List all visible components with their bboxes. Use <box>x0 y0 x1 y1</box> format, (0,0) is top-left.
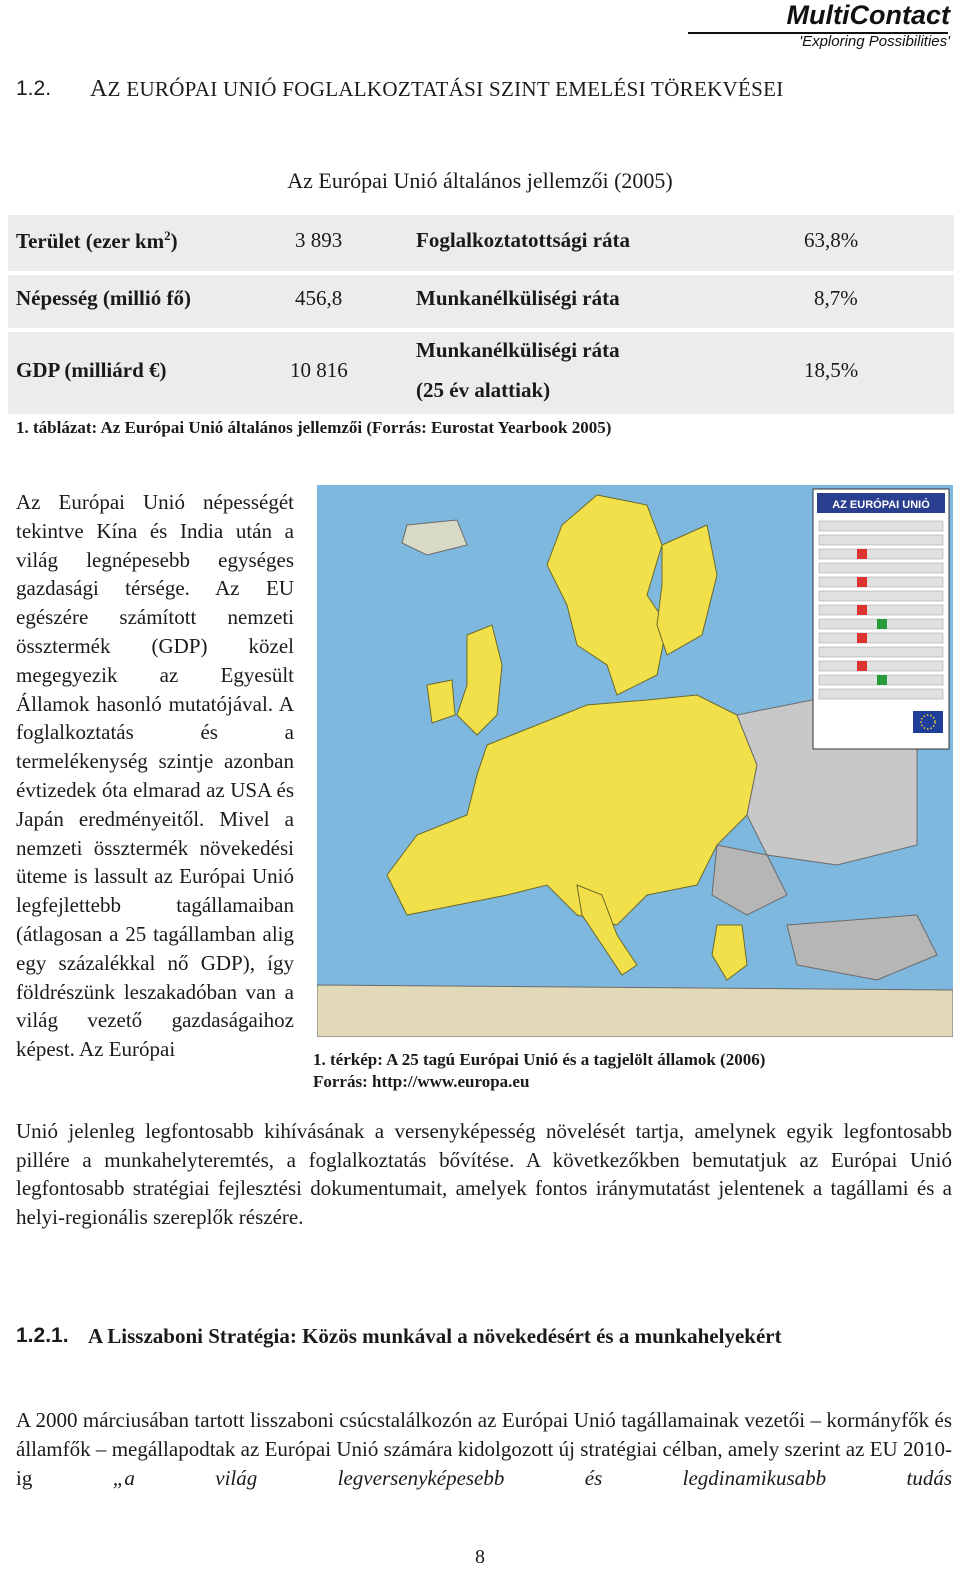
table-cell-label2-line2: (25 év alattiak) <box>416 378 551 402</box>
table-cell-label: Népesség (millió fő) <box>16 286 191 310</box>
section-title-rest: Z EURÓPAI UNIÓ FOGLALKOZTATÁSI SZINT EMELÉSI TÖREKVÉSEI <box>107 77 784 101</box>
map-caption <box>313 1049 765 1093</box>
table-cell-value: 456,8 <box>295 286 343 310</box>
brand-name: MultiContact <box>786 0 950 30</box>
eu-map-image <box>317 485 953 1037</box>
brand-tagline: 'Exploring Possibilities' <box>799 33 950 50</box>
page-number: 8 <box>475 1546 485 1568</box>
table-cell-label2: Munkanélküliségi ráta <box>416 338 620 362</box>
paragraph-intro-text: Az Európai Unió népességét tekintve Kína és India után a világ legnépesebb egységes gazdasági térsége. Az EU egészére számított nemzeti össztermék (GDP) közel megegyezik az Egyesült Államok hasonló mutatójával. A foglalkoztatás és a termelékenység szintje azonban évtizedek óta elmarad az USA és Japán eredményeitől. Mivel a nemzeti össztermék növekedési üteme is lassult az Európai Unió legfejlettebb tagállamaiban (átlagosan a 25 tagállamban alig egy százalékkal nő GDP), így földrészünk leszakadóban van a világ vezető gazdaságaihoz képest. Az Európai <box>16 490 294 1062</box>
table-cell-label2: Foglalkoztatottsági ráta <box>416 228 631 252</box>
section-number: 1.2. <box>16 77 52 100</box>
paragraph-lisbon-quote: „a világ legversenyképesebb és legdinamikusabb tudás <box>112 1466 952 1490</box>
table-cell-value2: 8,7% <box>814 286 858 310</box>
table-cell-value: 3 893 <box>295 228 343 252</box>
paragraph-lisbon-text: A 2000 márciusában tartott lisszaboni csúcstalálkozón az Európai Unió tagállamainak vezetői – kormányfők és államfők – megállapodtak az Európai Unió számára kidolgozott új stratégiai célban, amely szerint az EU 2010-ig <box>16 1408 952 1490</box>
paragraph-continued: Unió jelenleg legfontosabb kihívásának a versenyképesség növelését tartja, amelynek egyik legfontosabb pillére a munkahelyteremtés, a foglalkoztatás bővítése. A következőkben bemutatjuk az Európai Unió legfontosabb stratégiai fejlesztési dokumentumait, amelyek fontos iránymutatást jelentenek a tagállami és a helyi-regionális szereplők részére. <box>16 1119 952 1229</box>
table-caption: 1. táblázat: Az Európai Unió általános jellemzői (Forrás: Eurostat Yearbook 2005) <box>16 418 612 437</box>
table-row <box>8 275 954 328</box>
section-title <box>90 76 784 103</box>
map-caption-title: 1. térkép: A 25 tagú Európai Unió és a tagjelölt államok (2006) <box>313 1050 766 1069</box>
table-cell-value: 10 816 <box>290 358 348 382</box>
subsection-number: 1.2.1. <box>16 1324 69 1347</box>
paragraph-intro <box>16 488 294 1064</box>
table-cell-label: GDP (milliárd €) <box>16 358 167 382</box>
table-cell-value2: 18,5% <box>804 358 859 382</box>
map-legend-title: AZ EURÓPAI UNIÓ <box>832 499 930 511</box>
map-caption-source: Forrás: http://www.europa.eu <box>313 1072 530 1091</box>
table-cell-value2: 63,8% <box>804 228 859 252</box>
section-title-initial: A <box>90 76 108 102</box>
paragraph-lisbon <box>16 1406 952 1493</box>
table-cell-label2: Munkanélküliségi ráta <box>416 286 620 310</box>
table-title: Az Európai Unió általános jellemzői (2005) <box>287 168 673 193</box>
table-row <box>8 215 954 271</box>
eu-map-graphic <box>317 485 953 1037</box>
subsection-title: A Lisszaboni Stratégia: Közös munkával a növekedésért és a munkahelyekért <box>88 1324 782 1348</box>
table-cell-label: Terület (ezer $km^2$) <box>16 228 178 253</box>
table-row <box>8 332 954 414</box>
